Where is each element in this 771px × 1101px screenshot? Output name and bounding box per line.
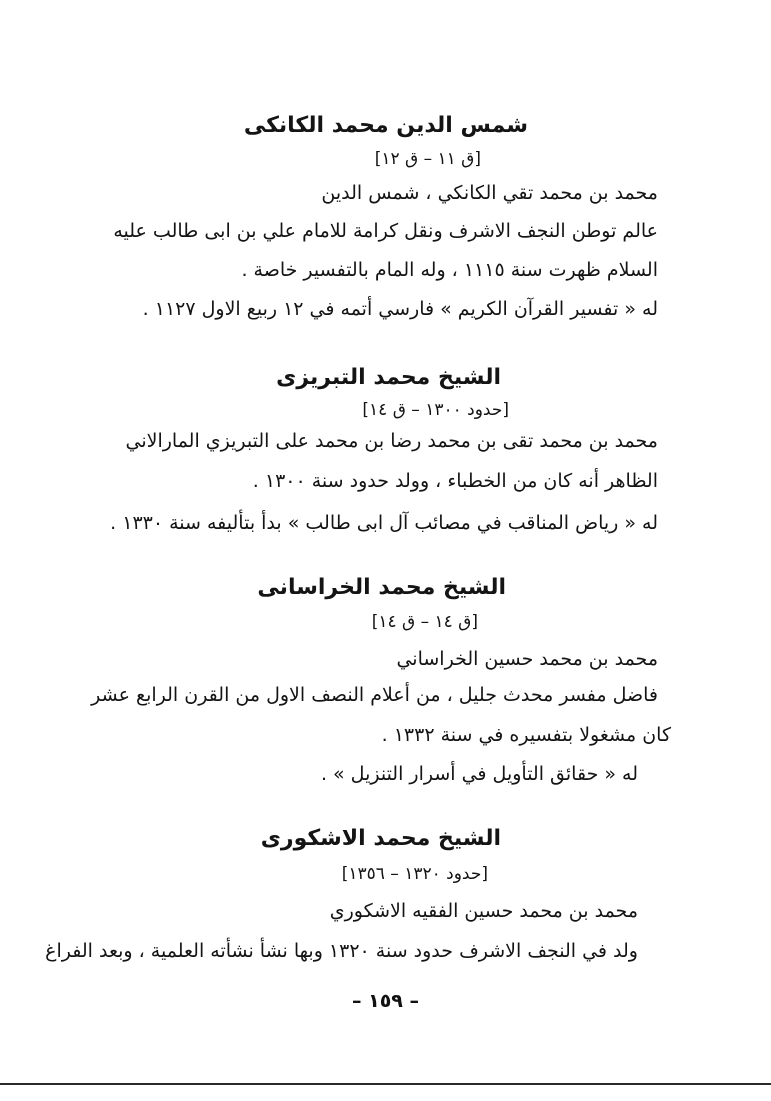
entry-text-line: فاضل مفسر محدث جليل ، من أعلام النصف الاول من القرن الرابع عشر <box>91 684 658 706</box>
entry-text-line: له « رياض المناقب في مصائب آل ابى طالب » بدأ بتأليفه سنة ١٣٣٠ . <box>110 512 658 534</box>
bottom-rule <box>0 1083 771 1085</box>
entry-text-line: محمد بن محمد حسين الخراساني <box>396 648 658 670</box>
entry-dates: [ق ١٤ – ق ١٤] <box>371 612 478 632</box>
entry-text-line: محمد بن محمد تقى بن محمد رضا بن محمد على التبريزي المارالاني <box>125 430 658 452</box>
entry-text-line: محمد بن محمد حسين الفقيه الاشكوري <box>329 900 638 922</box>
entry-text-line: الظاهر أنه كان من الخطباء ، وولد حدود سنة ١٣٠٠ . <box>252 470 658 492</box>
entry-title: الشيخ محمد التبريزى <box>276 365 501 390</box>
entry-text-line: كان مشغولا بتفسيره في سنة ١٣٣٢ . <box>381 724 671 746</box>
entry-dates: [ق ١١ – ق ١٢] <box>374 149 481 169</box>
entry-text-line: عالم توطن النجف الاشرف ونقل كرامة للامام علي بن ابى طالب عليه <box>113 220 658 242</box>
entry-text-line: له « تفسير القرآن الكريم » فارسي أتمه في ١٢ ربيع الاول ١١٢٧ . <box>142 298 658 320</box>
entry-text-line: له « حقائق التأويل في أسرار التنزيل » . <box>320 763 638 785</box>
entry-text-line: السلام ظهرت سنة ١١١٥ ، وله المام بالتفسير خاصة . <box>241 259 658 281</box>
entry-dates: [حدود ١٣٠٠ – ق ١٤] <box>362 400 509 420</box>
entry-dates: [حدود ١٣٢٠ – ١٣٥٦] <box>341 864 488 884</box>
entry-title: الشيخ محمد الخراسانى <box>257 575 506 600</box>
entry-text-line: ولد في النجف الاشرف حدود سنة ١٣٢٠ وبها نشأ نشأته العلمية ، وبعد الفراغ <box>45 940 638 962</box>
entry-text-line: محمد بن محمد تقي الكانكي ، شمس الدين <box>321 182 658 204</box>
entry-title: شمس الدين محمد الكانكى <box>243 113 528 138</box>
entry-title: الشيخ محمد الاشكورى <box>260 826 501 851</box>
page-number: – ١٥٩ – <box>351 990 420 1012</box>
